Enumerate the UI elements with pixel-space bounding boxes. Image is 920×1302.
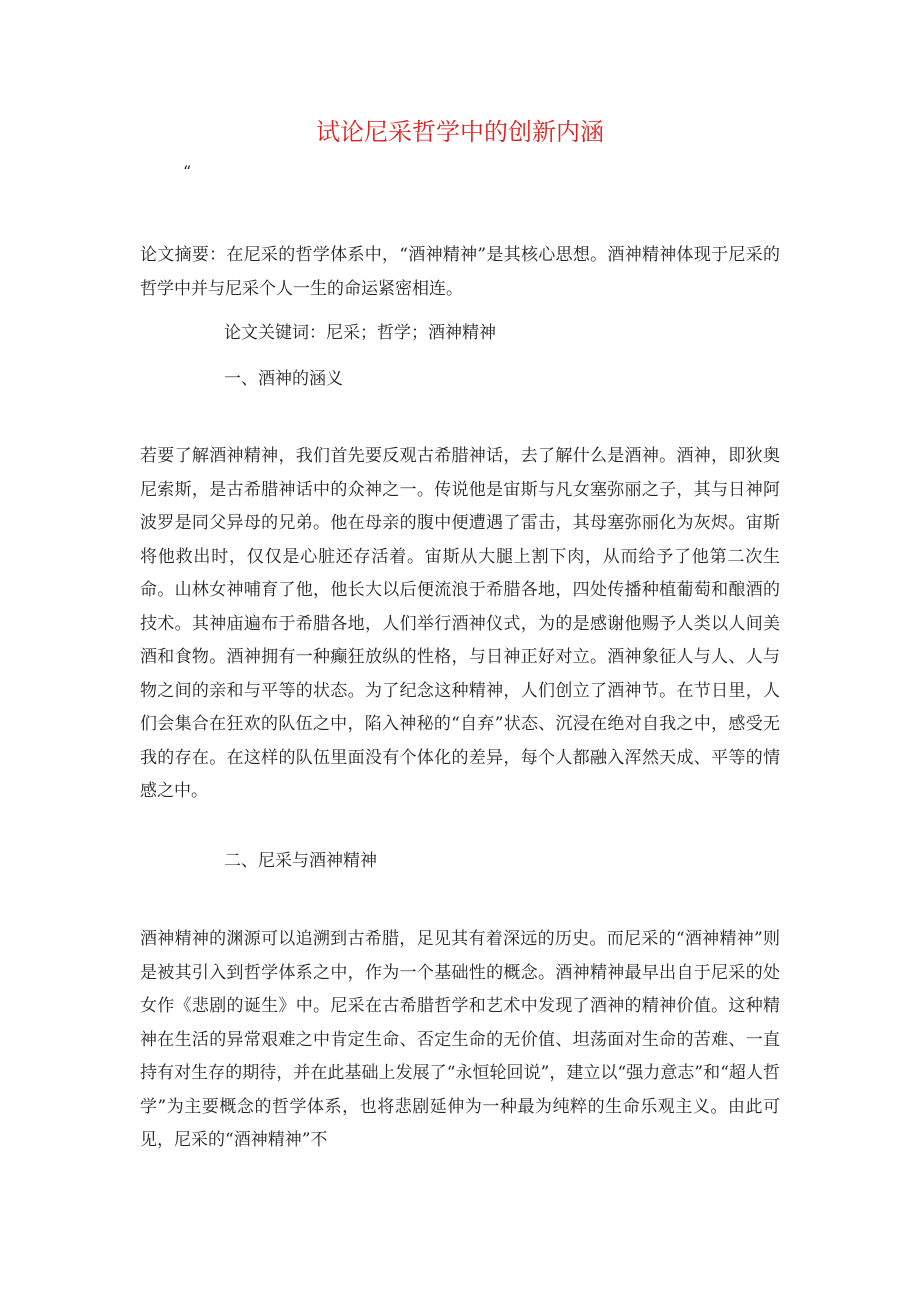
section-1-body: 若要了解酒神精神，我们首先要反观古希腊神话，去了解什么是酒神。酒神，即狄奥尼索斯，是古希腊神话中的众神之一。传说他是宙斯与凡女塞弥丽之子，其与日神阿波罗是同父异母的兄弟。他在母亲的腹中便遭遇了雷击，其母塞弥丽化为灰烬。宙斯将他救出时，仅仅是心脏还存活着。宙斯从大腿上割下肉，从而给予了他第二次生命。山林女神哺育了他，他长大以后便流浪于希腊各地，四处传播种植葡萄和酿酒的技术。其神庙遍布于希腊各地，人们举行酒神仪式，为的是感谢他赐予人类以人间美酒和食物。酒神拥有一种癫狂放纵的性格，与日神正好对立。酒神象征人与人、人与物之间的亲和与平等的状态。为了纪念这种精神，人们创立了酒神节。在节日里，人们会集合在狂欢的队伍之中，陷入神秘的“自弃”状态、沉浸在绝对自我之中，感受无我的存在。在这样的队伍里面没有个体化的差异，每个人都融入浑然天成、平等的情感之中。 — [140, 446, 780, 801]
stray-quote-mark: “ — [183, 162, 192, 181]
section-2-body: 酒神精神的渊源可以追溯到古希腊，足见其有着深远的历史。而尼采的“酒神精神”则是被其引入到哲学体系之中，作为一个基础性的概念。酒神精神最早出自于尼采的处女作《悲剧的诞生》中。尼采在古希腊哲学和艺术中发现了酒神的精神价值。这种精神在生活的异常艰难之中肯定生命、否定生命的无价值、坦荡面对生命的苦难、一直持有对生存的期待，并在此基础上发展了“永恒轮回说”，建立以“强力意志”和“超人哲学”为主要概念的哲学体系，也将悲剧延伸为一种最为纯粹的生命乐观主义。由此可见，尼采的“酒神精神”不 — [140, 929, 780, 1150]
section-2-heading: 二、尼采与酒神精神 — [224, 851, 377, 871]
section-1-heading: 一、酒神的涵义 — [224, 369, 343, 389]
document-title: 试论尼采哲学中的创新内涵 — [316, 118, 604, 146]
keywords-line: 论文关键词：尼采；哲学；酒神精神 — [224, 323, 496, 343]
abstract-paragraph: 论文摘要：在尼采的哲学体系中，“酒神精神”是其核心思想。酒神精神体现于尼采的哲学中并与尼采个人一生的命运紧密相连。 — [140, 245, 780, 299]
